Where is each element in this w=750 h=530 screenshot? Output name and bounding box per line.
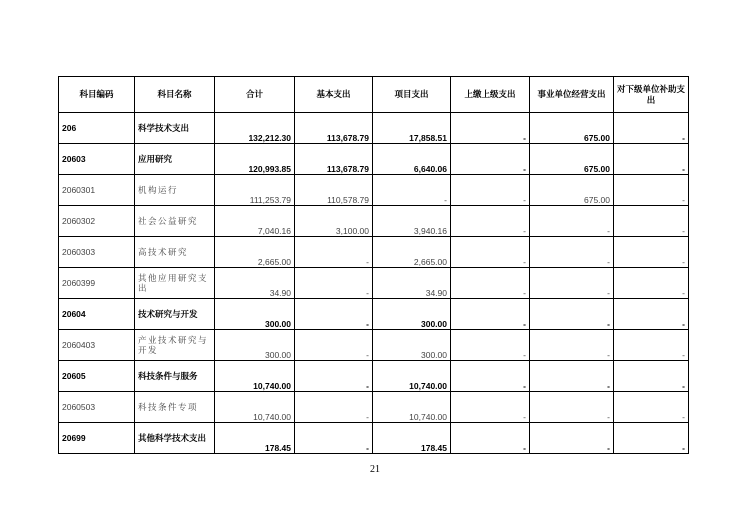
cell-subsidy-to-subordinate: -	[614, 144, 689, 175]
header-remittance-to-superior: 上缴上级支出	[451, 77, 530, 113]
cell-subsidy-to-subordinate: -	[614, 361, 689, 392]
cell-total: 2,665.00	[215, 237, 295, 268]
cell-subject-code: 20604	[59, 299, 135, 330]
cell-subject-code: 2060403	[59, 330, 135, 361]
cell-business-operation-expenditure: -	[530, 330, 614, 361]
cell-total: 10,740.00	[215, 392, 295, 423]
cell-project-expenditure: 34.90	[373, 268, 451, 299]
cell-subsidy-to-subordinate: -	[614, 299, 689, 330]
cell-business-operation-expenditure: 675.00	[530, 175, 614, 206]
cell-subject-name: 其他应用研究支出	[135, 268, 215, 299]
table-row	[59, 237, 689, 268]
cell-project-expenditure: 3,940.16	[373, 206, 451, 237]
cell-business-operation-expenditure: 675.00	[530, 144, 614, 175]
cell-subject-code: 20603	[59, 144, 135, 175]
header-total: 合计	[215, 77, 295, 113]
table-body	[59, 113, 689, 454]
cell-remittance-to-superior: -	[451, 299, 530, 330]
cell-project-expenditure: -	[373, 175, 451, 206]
cell-business-operation-expenditure: -	[530, 237, 614, 268]
cell-total: 300.00	[215, 330, 295, 361]
cell-subject-code: 20699	[59, 423, 135, 454]
cell-subject-name: 科学技术支出	[135, 113, 215, 144]
cell-basic-expenditure: -	[295, 361, 373, 392]
cell-remittance-to-superior: -	[451, 144, 530, 175]
cell-subject-name: 产业技术研究与开发	[135, 330, 215, 361]
cell-total: 300.00	[215, 299, 295, 330]
cell-project-expenditure: 300.00	[373, 330, 451, 361]
cell-subject-code: 20605	[59, 361, 135, 392]
cell-basic-expenditure: -	[295, 423, 373, 454]
cell-project-expenditure: 2,665.00	[373, 237, 451, 268]
cell-subject-code: 2060303	[59, 237, 135, 268]
cell-total: 7,040.16	[215, 206, 295, 237]
cell-subsidy-to-subordinate: -	[614, 237, 689, 268]
page-number: 21	[370, 464, 380, 475]
header-subsidy-to-subordinate: 对下级单位补助支出	[614, 77, 689, 113]
header-business-operation-expenditure: 事业单位经营支出	[530, 77, 614, 113]
table-row	[59, 113, 689, 144]
cell-remittance-to-superior: -	[451, 206, 530, 237]
cell-subject-name: 机构运行	[135, 175, 215, 206]
cell-subject-name: 科技条件专项	[135, 392, 215, 423]
table-row	[59, 299, 689, 330]
cell-project-expenditure: 10,740.00	[373, 361, 451, 392]
cell-remittance-to-superior: -	[451, 113, 530, 144]
cell-subject-code: 2060301	[59, 175, 135, 206]
cell-subsidy-to-subordinate: -	[614, 175, 689, 206]
cell-subject-name: 应用研究	[135, 144, 215, 175]
cell-basic-expenditure: -	[295, 392, 373, 423]
cell-total: 34.90	[215, 268, 295, 299]
cell-business-operation-expenditure: -	[530, 268, 614, 299]
cell-subsidy-to-subordinate: -	[614, 113, 689, 144]
cell-project-expenditure: 17,858.51	[373, 113, 451, 144]
cell-business-operation-expenditure: -	[530, 423, 614, 454]
cell-total: 111,253.79	[215, 175, 295, 206]
cell-business-operation-expenditure: -	[530, 361, 614, 392]
cell-subsidy-to-subordinate: -	[614, 392, 689, 423]
header-project-expenditure: 项目支出	[373, 77, 451, 113]
cell-basic-expenditure: 113,678.79	[295, 144, 373, 175]
cell-remittance-to-superior: -	[451, 330, 530, 361]
header-subject-code: 科目编码	[59, 77, 135, 113]
table-row	[59, 423, 689, 454]
cell-total: 10,740.00	[215, 361, 295, 392]
table-row	[59, 330, 689, 361]
cell-remittance-to-superior: -	[451, 237, 530, 268]
cell-basic-expenditure: 3,100.00	[295, 206, 373, 237]
cell-total: 132,212.30	[215, 113, 295, 144]
cell-subject-name: 高技术研究	[135, 237, 215, 268]
cell-subject-code: 2060302	[59, 206, 135, 237]
cell-subject-code: 2060399	[59, 268, 135, 299]
cell-project-expenditure: 10,740.00	[373, 392, 451, 423]
cell-subsidy-to-subordinate: -	[614, 330, 689, 361]
table-row	[59, 175, 689, 206]
cell-project-expenditure: 178.45	[373, 423, 451, 454]
cell-remittance-to-superior: -	[451, 392, 530, 423]
table-row	[59, 206, 689, 237]
cell-basic-expenditure: -	[295, 237, 373, 268]
table-row	[59, 392, 689, 423]
cell-subsidy-to-subordinate: -	[614, 268, 689, 299]
cell-basic-expenditure: -	[295, 299, 373, 330]
cell-basic-expenditure: 113,678.79	[295, 113, 373, 144]
cell-project-expenditure: 6,640.06	[373, 144, 451, 175]
cell-subject-name: 其他科学技术支出	[135, 423, 215, 454]
cell-subject-code: 2060503	[59, 392, 135, 423]
cell-remittance-to-superior: -	[451, 175, 530, 206]
header-basic-expenditure: 基本支出	[295, 77, 373, 113]
cell-basic-expenditure: -	[295, 330, 373, 361]
cell-total: 178.45	[215, 423, 295, 454]
cell-remittance-to-superior: -	[451, 423, 530, 454]
table-row	[59, 361, 689, 392]
table-header-row	[59, 77, 689, 113]
cell-subject-name: 技术研究与开发	[135, 299, 215, 330]
cell-subsidy-to-subordinate: -	[614, 206, 689, 237]
table-row	[59, 268, 689, 299]
cell-business-operation-expenditure: -	[530, 392, 614, 423]
cell-subject-name: 社会公益研究	[135, 206, 215, 237]
cell-basic-expenditure: 110,578.79	[295, 175, 373, 206]
cell-business-operation-expenditure: -	[530, 206, 614, 237]
cell-business-operation-expenditure: 675.00	[530, 113, 614, 144]
cell-subject-name: 科技条件与服务	[135, 361, 215, 392]
cell-basic-expenditure: -	[295, 268, 373, 299]
cell-subsidy-to-subordinate: -	[614, 423, 689, 454]
header-subject-name: 科目名称	[135, 77, 215, 113]
cell-project-expenditure: 300.00	[373, 299, 451, 330]
cell-remittance-to-superior: -	[451, 268, 530, 299]
cell-subject-code: 206	[59, 113, 135, 144]
expenditure-table	[58, 76, 689, 454]
cell-total: 120,993.85	[215, 144, 295, 175]
table-row	[59, 144, 689, 175]
cell-remittance-to-superior: -	[451, 361, 530, 392]
cell-business-operation-expenditure: -	[530, 299, 614, 330]
